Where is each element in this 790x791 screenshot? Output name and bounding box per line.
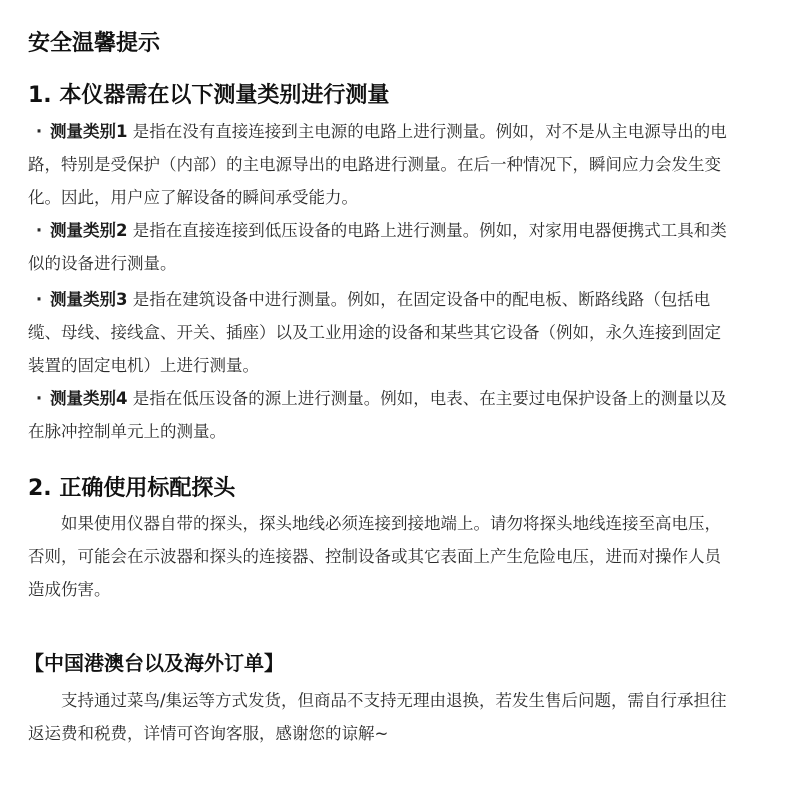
probe-usage-paragraph: 如果使用仪器自带的探头，探头地线必须连接到接地端上。请勿将探头地线连接至高电压，否则，可能会在示波器和探头的连接器、控制设备或其它表面上产生危险电压，进而对操作人员造成伤害。 xyxy=(28,514,721,599)
bullet-item-category-2 xyxy=(28,214,733,280)
bullet-text: 是指在直接连接到低压设备的电路上进行测量。例如，对家用电器便携式工具和类似的设备进行测量。 xyxy=(28,221,727,273)
bullet-label: 测量类别1 xyxy=(50,122,128,141)
bullet-dot: · xyxy=(35,221,43,240)
bullet-text: 是指在低压设备的源上进行测量。例如，电表、在主要过电保护设备上的测量以及在脉冲控制单元上的测量。 xyxy=(28,389,727,441)
bullet-label: 测量类别3 xyxy=(50,290,128,309)
bullet-item-category-4 xyxy=(28,382,733,448)
bullet-item-category-1 xyxy=(28,115,733,214)
bullet-label: 测量类别4 xyxy=(50,389,128,408)
section-heading-measurement-categories: 1. 本仪器需在以下测量类别进行测量 xyxy=(28,83,390,108)
bullet-text: 是指在建筑设备中进行测量。例如，在固定设备中的配电板、断路线路（包括电缆、母线、接线盒、开关、插座）以及工业用途的设备和某些其它设备（例如，永久连接到固定装置的固定电机）上进行测量。 xyxy=(28,290,721,375)
international-orders-heading: 【中国港澳台以及海外订单】 xyxy=(24,651,284,675)
bullet-label: 测量类别2 xyxy=(50,221,128,240)
bullet-text: 是指在没有直接连接到主电源的电路上进行测量。例如，对不是从主电源导出的电路，特别是受保护（内部）的主电源导出的电路进行测量。在后一种情况下，瞬间应力会发生变化。因此，用户应了解设备的瞬间承受能力。 xyxy=(28,122,727,207)
bullet-dot: · xyxy=(35,389,43,408)
international-orders-paragraph: 支持通过菜鸟/集运等方式发货，但商品不支持无理由退换，若发生售后问题，需自行承担往返运费和税费，详情可咨询客服，感谢您的谅解~ xyxy=(28,691,727,743)
bullet-dot: · xyxy=(35,290,43,309)
bullet-item-category-3 xyxy=(28,283,733,382)
bullet-dot: · xyxy=(35,122,43,141)
page-title: 安全温馨提示 xyxy=(28,31,161,56)
section-heading-probe-usage: 2. 正确使用标配探头 xyxy=(28,476,236,501)
